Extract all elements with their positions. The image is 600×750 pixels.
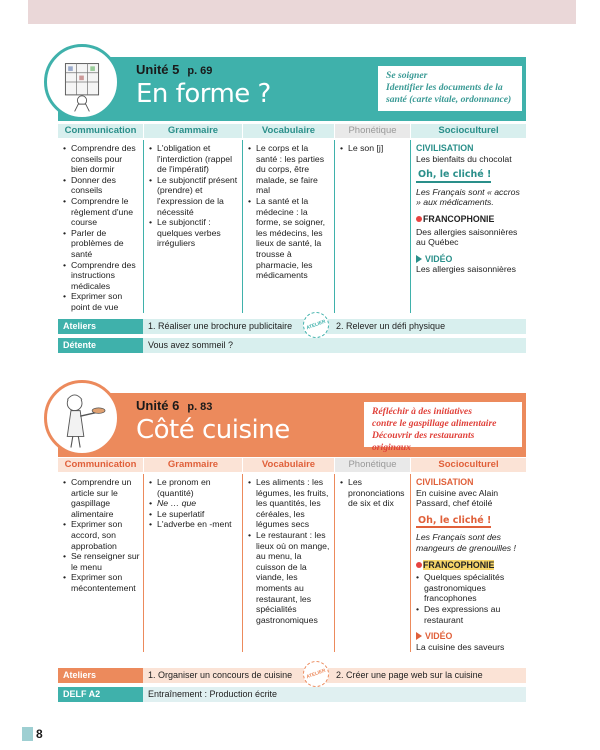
unit5-video-text: Les allergies saisonnières: [416, 264, 516, 275]
unit6-col-communication: [58, 458, 144, 656]
unit5-franco-label: FRANCOPHONIE: [423, 213, 495, 224]
unit5-page-ref: p. 69: [187, 65, 213, 77]
unit5-objective-2: Identifier les documents de la: [386, 82, 503, 93]
page-number: 8: [36, 727, 43, 741]
list-item: • Les aliments : les légumes, les fruits, les quantités, les céréales, les légumes secs: [248, 477, 331, 530]
list-item: • L'adverbe en -ment: [149, 519, 239, 530]
unit5-footer-label: Détente: [58, 338, 143, 353]
atelier-tech-stamp-icon: ATELIER: [299, 308, 332, 341]
unit6-col-socioculturel: [411, 458, 526, 656]
unit6-footer-text: Entraînement : Production écrite: [148, 689, 278, 699]
list-item: • Le pronom en (quantité): [149, 477, 239, 498]
unit6-cliche-label: Oh, le cliché !: [416, 514, 491, 529]
unit6-footer-row: [58, 687, 526, 702]
unit6-objectives: [364, 402, 522, 453]
unit5-objective-1: Se soigner: [386, 70, 428, 81]
unit6-ateliers-label: Ateliers: [58, 668, 143, 683]
unit6-atelier-1: 1. Organiser un concours de cuisine: [148, 670, 293, 680]
list-item: • Comprendre un article sur le gaspillage alimentaire: [63, 477, 140, 519]
unit5-footer-text: Vous avez sommeil ?: [148, 340, 234, 350]
unit6-title: Côté cuisine: [136, 415, 290, 445]
francophonie-dot-icon: [416, 216, 422, 222]
unit6-page-ref: p. 83: [187, 401, 213, 413]
list-item: • Quelques spécialités gastronomiques francophones: [416, 572, 523, 604]
list-item: • Comprendre des conseils pour bien dormir: [63, 143, 140, 175]
unit6-footer-label: DELF A2: [58, 687, 143, 702]
list-item: • Les prononciations de six et dix: [340, 477, 407, 509]
unit5-cliche-label: Oh, le cliché !: [416, 168, 491, 183]
unit5-franco-text: Des allergies saisonnières au Québec: [416, 226, 518, 248]
unit6-civ-label: CIVILISATION: [416, 477, 474, 487]
unit6-illustration: [44, 380, 120, 456]
list-item: • Exprimer son accord, son approbation: [63, 519, 140, 551]
unit6-col-phonetique: [335, 458, 411, 656]
unit5-ateliers-row: [58, 319, 526, 334]
unit5-grammaire-head: Grammaire: [144, 124, 242, 138]
unit5-header: [58, 57, 526, 121]
unit5-communication-head: Communication: [58, 124, 143, 138]
atelier-tech-stamp-icon: ATELIER: [299, 657, 332, 690]
list-item: • Le son [j]: [340, 143, 407, 154]
list-item: • Le superlatif: [149, 509, 239, 520]
unit5-col-vocabulaire: [243, 124, 335, 317]
unit5-atelier-1: 1. Réaliser une brochure publicitaire: [148, 321, 293, 331]
list-item: • La santé et la médecine : la forme, se soigner, les médecins, les lieux de santé, la trousse à pharmacie, les médicaments: [248, 196, 331, 281]
video-play-icon: [416, 632, 422, 640]
unit6-col-grammaire: [144, 458, 243, 656]
unit5-ateliers-label: Ateliers: [58, 319, 143, 334]
unit6-objective-1: Réfléchir à des initiatives: [372, 406, 472, 417]
list-item: • Des expressions au restaurant: [416, 604, 523, 625]
list-item: • Parler de problèmes de santé: [63, 228, 140, 260]
unit6-communication-head: Communication: [58, 458, 143, 472]
unit5-col-phonetique: [335, 124, 411, 317]
list-item: • L'obligation et l'interdiction (rappel de l'impératif): [149, 143, 239, 175]
list-item: • Le subjonctif présent (prendre) et l'expression de la nécessité: [149, 175, 239, 217]
unit6-header: [58, 393, 526, 457]
top-band: [28, 0, 576, 24]
unit6-label: Unité 6: [136, 398, 180, 413]
unit5-col-communication: [58, 124, 144, 317]
unit6-civ-text: En cuisine avec Alain Passard, chef étoilé: [416, 487, 499, 509]
unit5-phonetique-head: Phonétique: [335, 124, 410, 138]
unit6-objective-2: contre le gaspillage alimentaire: [372, 418, 497, 429]
unit5-col-socioculturel: [411, 124, 526, 317]
unit5-title: En forme ?: [136, 79, 271, 109]
unit5-civ-text: Les bienfaits du chocolat: [416, 153, 512, 164]
unit5-illustration: [44, 44, 120, 120]
unit6-socioculturel-head: Socioculturel: [411, 458, 526, 472]
unit5-civ-label: CIVILISATION: [416, 143, 474, 153]
list-item: • Exprimer son point de vue: [63, 291, 140, 312]
list-item: • Le corps et la santé : les parties du corps, être malade, se faire mal: [248, 143, 331, 196]
unit5-video-label: VIDÉO: [425, 253, 453, 264]
unit6-phonetique-head: Phonétique: [335, 458, 410, 472]
unit5-vocabulaire-head: Vocabulaire: [243, 124, 334, 138]
list-item: • Exprimer son mécontentement: [63, 572, 140, 593]
unit6-grammaire-head: Grammaire: [144, 458, 242, 472]
unit5-columns: [58, 124, 526, 317]
video-play-icon: [416, 255, 422, 263]
unit6-vocabulaire-head: Vocabulaire: [243, 458, 334, 472]
unit6-video-label: VIDÉO: [425, 631, 453, 642]
unit5-objectives: [378, 66, 522, 111]
list-item: • Comprendre le règlement d'une course: [63, 196, 140, 228]
unit5-cliche-text: Les Français sont « accros » aux médicaments.: [416, 186, 520, 208]
unit5-objective-3: santé (carte vitale, ordonnance): [386, 94, 512, 105]
unit5-label: Unité 5: [136, 62, 180, 77]
unit6-franco-label: FRANCOPHONIE: [423, 559, 495, 570]
unit6-atelier-2: 2. Créer une page web sur la cuisine: [336, 670, 483, 680]
unit6-meta: [136, 398, 212, 413]
unit6-col-vocabulaire: [243, 458, 335, 656]
list-item: • Se renseigner sur le menu: [63, 551, 140, 572]
unit5-footer-row: [58, 338, 526, 353]
francophonie-dot-icon: [416, 562, 422, 568]
unit6-columns: [58, 458, 526, 656]
unit6-video-text: La cuisine des saveurs: [416, 641, 505, 652]
unit6-cliche-text: Les Français sont des mangeurs de grenouilles !: [416, 532, 516, 553]
unit5-atelier-2: 2. Relever un défi physique: [336, 321, 446, 331]
list-item: • Le subjonctif : quelques verbes irréguliers: [149, 217, 239, 249]
unit5-meta: [136, 62, 212, 77]
list-item: • Donner des conseils: [63, 175, 140, 196]
list-item: • Comprendre des instructions médicales: [63, 260, 140, 292]
unit5-socioculturel-head: Socioculturel: [411, 124, 526, 138]
page-tab: [22, 727, 33, 741]
unit6-ateliers-row: [58, 668, 526, 683]
unit5-col-grammaire: [144, 124, 243, 317]
unit6-objective-3: Découvrir des restaurants originaux: [372, 430, 475, 453]
list-item: • Ne … que: [149, 498, 239, 509]
list-item: • Le restaurant : les lieux où on mange, au menu, la cuisson de la viande, les moments au restaurant, les spécialités gastronomiques: [248, 530, 331, 625]
